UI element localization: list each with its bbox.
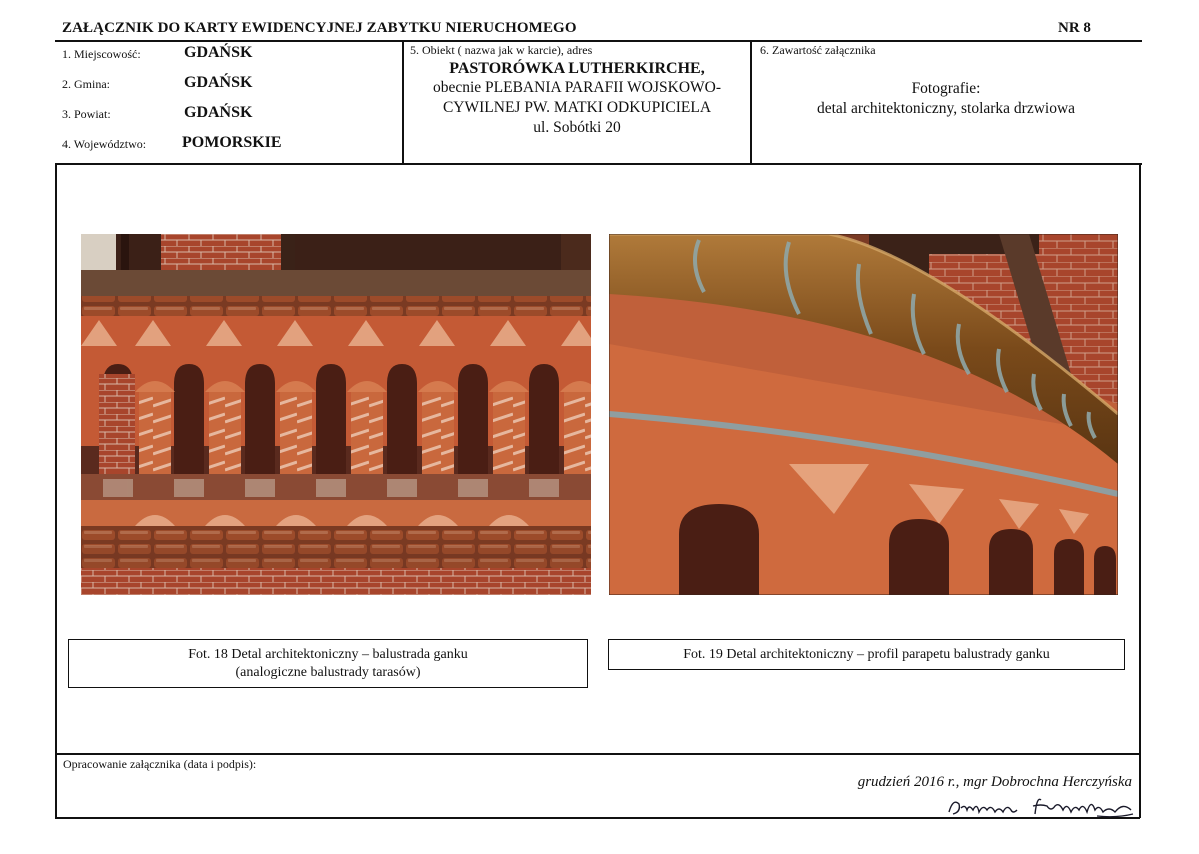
field-label-voivodeship: 4. Województwo:	[62, 137, 147, 151]
top-rule	[55, 40, 1142, 42]
handwritten-signature	[947, 790, 1137, 820]
photo-balustrade	[81, 234, 591, 595]
prepared-date-author: grudzień 2016 r., mgr Dobrochna Herczyńska	[857, 774, 1132, 790]
field-value-voivodeship: POMORSKIE	[182, 134, 282, 151]
photo-19-caption-line-1: Fot. 19 Detal architektoniczny – profil parapetu balustrady ganku	[683, 647, 1050, 662]
object-name: PASTORÓWKA LUTHERKIRCHE,	[449, 60, 705, 77]
field-label-county: 3. Powiat:	[62, 107, 111, 121]
object-label: 5. Obiekt ( nazwa jak w karcie), adres	[410, 43, 593, 57]
footer-top-rule	[55, 753, 1140, 755]
photo-19-caption	[608, 639, 1125, 670]
object-line-2: CYWILNEJ PW. MATKI ODKUPICIELA	[442, 99, 712, 116]
frame-right	[1139, 163, 1141, 818]
field-value-county: GDAŃSK	[184, 104, 253, 121]
field-label-commune: 2. Gmina:	[62, 77, 110, 91]
photo-parapet-profile	[609, 234, 1118, 595]
sheet-number: NR 8	[1058, 20, 1091, 36]
photo-18-caption	[68, 639, 588, 688]
document-title: ZAŁĄCZNIK DO KARTY EWIDENCYJNEJ ZABYTKU NIERUCHOMEGO	[62, 20, 577, 36]
photo-18-caption-line-2: (analogiczne balustrady tarasów)	[235, 665, 421, 680]
field-value-locality: GDAŃSK	[184, 44, 253, 61]
prepared-by-label: Opracowanie załącznika (data i podpis):	[63, 757, 257, 771]
header-bottom-rule	[55, 163, 1142, 165]
contents-line-1: Fotografie:	[911, 80, 981, 97]
contents-label: 6. Zawartość załącznika	[760, 43, 876, 57]
photo-18-caption-line-1: Fot. 18 Detal architektoniczny – balustrada ganku	[188, 647, 468, 662]
object-address: ul. Sobótki 20	[533, 119, 621, 136]
frame-left	[55, 163, 57, 818]
object-line-1: obecnie PLEBANIA PARAFII WOJSKOWO-	[432, 79, 722, 96]
field-label-locality: 1. Miejscowość:	[62, 47, 141, 61]
contents-line-2: detal architektoniczny, stolarka drzwiowa	[816, 100, 1076, 117]
field-value-commune: GDAŃSK	[184, 74, 253, 91]
